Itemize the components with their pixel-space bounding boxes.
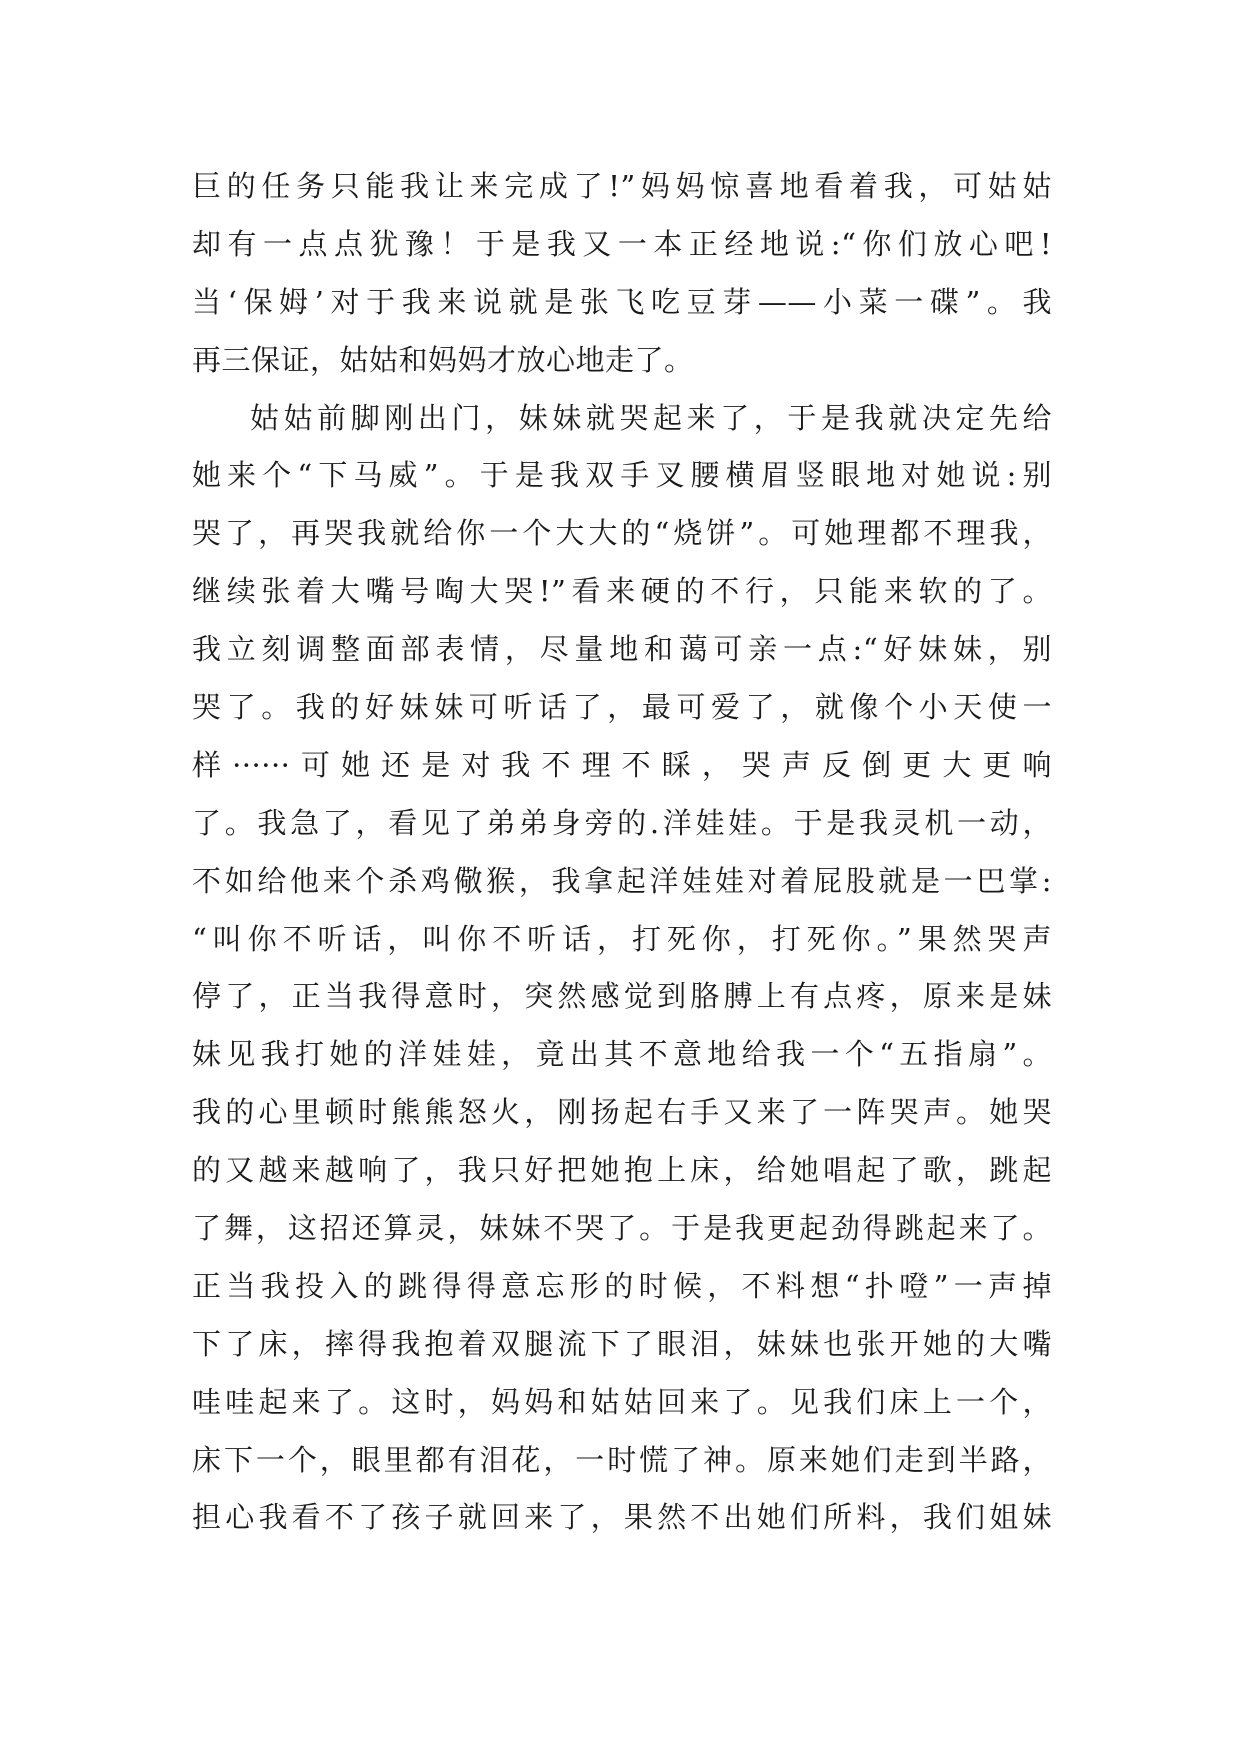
text-line: 她来个“下马威”。于是我双手叉腰横眉竖眼地对她说:别 xyxy=(192,458,1052,493)
text-line: 当‘保姆’对于我来说就是张飞吃豆芽——小菜一碟”。我 xyxy=(192,284,1052,319)
text-line: 我立刻调整面部表情，尽量地和蔼可亲一点:“好妹妹，别 xyxy=(192,632,1052,667)
text-line: 样······可她还是对我不理不睬，哭声反倒更大更响 xyxy=(192,747,1052,782)
text-line: 不如给他来个杀鸡儆猴，我拿起洋娃娃对着屁股就是一巴掌: xyxy=(192,863,1052,898)
text-line: 哇哇起来了。这时，妈妈和姑姑回来了。见我们床上一个， xyxy=(192,1384,1052,1419)
text-line: 再三保证，姑姑和妈妈才放心地走了。 xyxy=(192,342,694,377)
text-line: 担心我看不了孩子就回来了，果然不出她们所料，我们姐妹 xyxy=(192,1500,1052,1535)
text-line: 却有一点点犹豫！于是我又一本正经地说:“你们放心吧! xyxy=(192,226,1052,261)
body-text xyxy=(192,158,1052,1547)
text-line: 正当我投入的跳得得意忘形的时候，不料想“扑噔”一声掉 xyxy=(192,1268,1052,1303)
text-line: 哭了。我的好妹妹可听话了，最可爱了，就像个小天使一 xyxy=(192,690,1052,725)
text-line: 停了，正当我得意时，突然感觉到胳膊上有点疼，原来是妹 xyxy=(192,979,1052,1014)
text-line: 的又越来越响了，我只好把她抱上床，给她唱起了歌，跳起 xyxy=(192,1153,1052,1188)
text-line: 了。我急了，看见了弟弟身旁的.洋娃娃。于是我灵机一动， xyxy=(192,805,1052,840)
text-line: 巨的任务只能我让来完成了!”妈妈惊喜地看着我，可姑姑 xyxy=(192,169,1052,203)
text-line: 我的心里顿时熊熊怒火，刚扬起右手又来了一阵哭声。她哭 xyxy=(192,1095,1052,1130)
text-line: 哭了，再哭我就给你一个大大的“烧饼”。可她理都不理我， xyxy=(192,516,1052,551)
text-line: 继续张着大嘴号啕大哭!”看来硬的不行，只能来软的了。 xyxy=(192,574,1052,609)
text-line: “叫你不听话，叫你不听话，打死你，打死你。”果然哭声 xyxy=(192,921,1052,956)
text-line: 床下一个，眼里都有泪花，一时慌了神。原来她们走到半路， xyxy=(192,1442,1052,1477)
text-line: 了舞，这招还算灵，妹妹不哭了。于是我更起劲得跳起来了。 xyxy=(192,1211,1052,1246)
paragraph-first-line: 姑姑前脚刚出门，妹妹就哭起来了，于是我就决定先给 xyxy=(250,400,1052,435)
text-line: 下了床，摔得我抱着双腿流下了眼泪，妹妹也张开她的大嘴 xyxy=(192,1326,1052,1361)
text-line: 妹见我打她的洋娃娃，竟出其不意地给我一个“五指扇”。 xyxy=(192,1037,1052,1072)
